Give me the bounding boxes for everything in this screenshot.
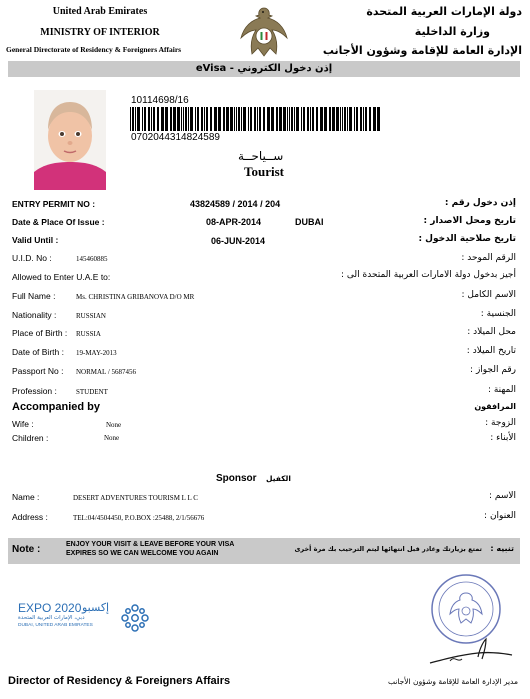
- barcode-bar: [373, 107, 376, 131]
- children-ar: الأبناء :: [490, 433, 516, 443]
- barcode-bar: [185, 107, 187, 131]
- barcode-bar: [254, 107, 256, 131]
- uid-label: U.I.D. No :: [12, 253, 52, 263]
- barcode-bar: [365, 107, 367, 131]
- barcode-bar: [195, 107, 196, 131]
- note-label-ar: تنبيه :: [490, 544, 514, 553]
- accompanied-heading-ar: المرافقون: [474, 402, 516, 411]
- barcode-bar: [279, 107, 282, 131]
- header-country-ar: دولة الإمارات العربية المتحدة: [366, 5, 522, 18]
- barcode-bar: [173, 107, 176, 131]
- sponsor-address-label: Address :: [12, 512, 48, 522]
- profession-label: Profession :: [12, 386, 57, 396]
- barcode-bar: [188, 107, 189, 131]
- barcode-bar: [320, 107, 323, 131]
- barcode-bar: [223, 107, 225, 131]
- note-text-ar: تمتع بزيارتك وغادر قبل انتهائها ليتم الترحيب بك مرة أخرى: [294, 545, 482, 553]
- sponsor-heading-ar: الكفيل: [266, 474, 291, 483]
- barcode-bar: [204, 107, 205, 131]
- date-of-birth-ar: تاريخ الميلاد :: [466, 346, 516, 356]
- barcode-bar: [296, 107, 299, 131]
- profession-ar: المهنة :: [487, 385, 516, 395]
- barcode-bar: [307, 107, 309, 131]
- barcode-bar: [289, 107, 290, 131]
- uid-ar: الرقم الموحد :: [461, 253, 516, 263]
- barcode-bar: [340, 107, 341, 131]
- barcode-bar: [157, 107, 159, 131]
- barcode-bar: [312, 107, 314, 131]
- barcode-bar: [161, 107, 164, 131]
- barcode-bar: [329, 107, 331, 131]
- valid-value: 06-JUN-2014: [211, 236, 266, 246]
- barcode-bar: [276, 107, 278, 131]
- barcode-bar: [342, 107, 343, 131]
- full-name-value: Ms. CHRISTINA GRIBANOVA D/O MR: [76, 293, 195, 301]
- expo-emblem-icon: [120, 603, 150, 633]
- barcode-bar: [197, 107, 199, 131]
- barcode-bar: [332, 107, 335, 131]
- allowed-label: Allowed to Enter U.A.E to:: [12, 272, 111, 282]
- expo-title-en: EXPO 2020: [18, 601, 82, 615]
- barcode-bar: [363, 107, 364, 131]
- date-of-birth-label: Date of Birth :: [12, 347, 64, 357]
- barcode-bar: [369, 107, 371, 131]
- barcode-bar: [236, 107, 237, 131]
- barcode-bottom-number: 0702044314824589: [131, 132, 220, 143]
- valid-ar: تاريخ صلاحية الدخول :: [418, 234, 516, 244]
- full-name-label: Full Name :: [12, 291, 56, 301]
- barcode-bar: [310, 107, 311, 131]
- expo-sub-en: DUBAI, UNITED ARAB EMIRATES: [18, 623, 93, 628]
- sponsor-name-value: DESERT ADVENTURES TOURISM L L C: [73, 494, 198, 502]
- barcode-bar: [250, 107, 252, 131]
- barcode-bar: [294, 107, 295, 131]
- barcode-bar: [243, 107, 246, 131]
- barcode-bar: [177, 107, 180, 131]
- director-en: Director of Residency & Foreigners Affairs: [8, 675, 231, 687]
- barcode-bar: [226, 107, 229, 131]
- place-of-birth-ar: محل الميلاد :: [467, 327, 516, 337]
- date-of-birth-value: 19-MAY-2013: [76, 349, 117, 357]
- barcode-bar: [170, 107, 172, 131]
- barcode-bar: [230, 107, 233, 131]
- barcode-bar: [248, 107, 249, 131]
- sponsor-address-value: TEL:04/4504450, P.O.BOX :25488, 2/1/56676: [73, 514, 205, 522]
- barcode-bar: [271, 107, 274, 131]
- sponsor-heading: Sponsor: [216, 473, 257, 484]
- passport-label: Passport No :: [12, 366, 64, 376]
- barcode-bar: [234, 107, 235, 131]
- barcode-bar: [144, 107, 146, 131]
- barcode-bar: [238, 107, 240, 131]
- place-of-birth-value: RUSSIA: [76, 330, 101, 338]
- barcode-bar: [148, 107, 150, 131]
- barcode-bar: [218, 107, 221, 131]
- wife-ar: الزوجة :: [485, 418, 516, 428]
- passport-ar: رقم الجواز :: [470, 365, 516, 375]
- note-text-line2: EXPIRES SO WE CAN WELCOME YOU AGAIN: [66, 550, 219, 557]
- barcode-bar: [183, 107, 184, 131]
- full-name-ar: الاسم الكامل :: [461, 290, 516, 300]
- barcode-bar: [206, 107, 208, 131]
- barcode-bar: [267, 107, 270, 131]
- nationality-ar: الجنسية :: [480, 309, 516, 319]
- title-bar-label: eVisa - إذن دخول الكتروني: [195, 63, 333, 74]
- barcode-bar: [257, 107, 258, 131]
- children-value: None: [104, 434, 120, 442]
- allowed-ar: أجيز بدخول دولة الامارات العربية المتحدة الى :: [341, 270, 516, 280]
- issue-label: Date & Place Of Issue :: [12, 217, 105, 227]
- uid-value: 145460885: [76, 255, 108, 263]
- children-label: Children :: [12, 433, 49, 443]
- barcode-bar: [214, 107, 217, 131]
- barcode-bar: [153, 107, 155, 131]
- header-ministry-ar: وزارة الداخلية: [414, 25, 490, 38]
- director-ar: مدير الإدارة العامة للإقامة وشؤون الأجانب: [387, 677, 518, 686]
- barcode-bar: [324, 107, 327, 131]
- barcode-bar: [201, 107, 203, 131]
- entry-permit-value: 43824589 / 2014 / 204: [190, 199, 281, 209]
- barcode-bar: [283, 107, 286, 131]
- issue-place: DUBAI: [295, 217, 324, 227]
- visa-type-en: Tourist: [244, 164, 284, 179]
- barcode-bar: [303, 107, 305, 131]
- wife-label: Wife :: [12, 419, 34, 429]
- barcode-bar: [137, 107, 140, 131]
- note-bar: [8, 538, 520, 564]
- uae-emblem-icon: [238, 4, 290, 60]
- applicant-photo: [34, 90, 106, 190]
- barcode-bar: [181, 107, 182, 131]
- barcode-bar: [132, 107, 134, 131]
- expo-sub-ar: دبي، الإمارات العربية المتحدة: [18, 615, 85, 621]
- visa-type-ar: ســياحــة: [238, 149, 284, 163]
- header-directorate-ar: الإدارة العامة للإقامة وشؤون الأجانب: [322, 44, 522, 57]
- expo-title-ar: إكسبو: [82, 601, 110, 614]
- note-label: Note :: [12, 544, 41, 555]
- barcode-bar: [336, 107, 339, 131]
- sponsor-name-ar: الاسم :: [488, 491, 516, 501]
- sponsor-address-ar: العنوان :: [484, 511, 516, 521]
- valid-label: Valid Until :: [12, 235, 59, 245]
- passport-value: NORMAL / 5687456: [76, 368, 137, 376]
- header-ministry-en: MINISTRY OF INTERIOR: [40, 27, 160, 38]
- entry-permit-label: ENTRY PERMIT NO :: [12, 199, 96, 209]
- issue-ar: تاريخ ومحل الاصدار :: [423, 216, 516, 226]
- note-text-line1: ENJOY YOUR VISIT & LEAVE BEFORE YOUR VISA: [66, 541, 235, 548]
- accompanied-heading: Accompanied by: [12, 401, 101, 413]
- header-directorate-en: General Directorate of Residency & Foreigners Affairs: [6, 45, 182, 54]
- barcode-bar: [142, 107, 143, 131]
- signature-icon: [420, 633, 520, 673]
- barcode-bar: [259, 107, 261, 131]
- barcode-bar: [349, 107, 352, 131]
- sponsor-name-label: Name :: [12, 492, 40, 502]
- barcode-bar: [165, 107, 168, 131]
- barcode-bar: [377, 107, 380, 131]
- barcode-bar: [316, 107, 318, 131]
- barcode-bar: [344, 107, 346, 131]
- nationality-value: RUSSIAN: [76, 312, 106, 320]
- barcode-bar: [210, 107, 212, 131]
- barcode-bar: [241, 107, 242, 131]
- entry-permit-ar: إذن دخول رقم :: [444, 198, 516, 208]
- barcode-bar: [263, 107, 265, 131]
- barcode-bar: [151, 107, 152, 131]
- nationality-label: Nationality :: [12, 310, 57, 320]
- barcode-bar: [135, 107, 136, 131]
- barcode-bar: [301, 107, 302, 131]
- barcode-bar: [130, 107, 131, 131]
- barcode-bar: [356, 107, 358, 131]
- barcode-bar: [360, 107, 362, 131]
- wife-value: None: [106, 421, 122, 429]
- profession-value: STUDENT: [76, 388, 108, 396]
- barcode-bar: [287, 107, 288, 131]
- barcode-bar: [291, 107, 293, 131]
- header-country-en: United Arab Emirates: [52, 6, 148, 17]
- title-bar: [8, 61, 520, 77]
- place-of-birth-label: Place of Birth :: [12, 328, 68, 338]
- barcode-bar: [347, 107, 348, 131]
- barcode-bar: [190, 107, 193, 131]
- issue-date: 08-APR-2014: [206, 217, 262, 227]
- barcode-bar: [354, 107, 355, 131]
- barcode: [130, 107, 380, 131]
- barcode-top-number: 10114698/16: [131, 95, 189, 106]
